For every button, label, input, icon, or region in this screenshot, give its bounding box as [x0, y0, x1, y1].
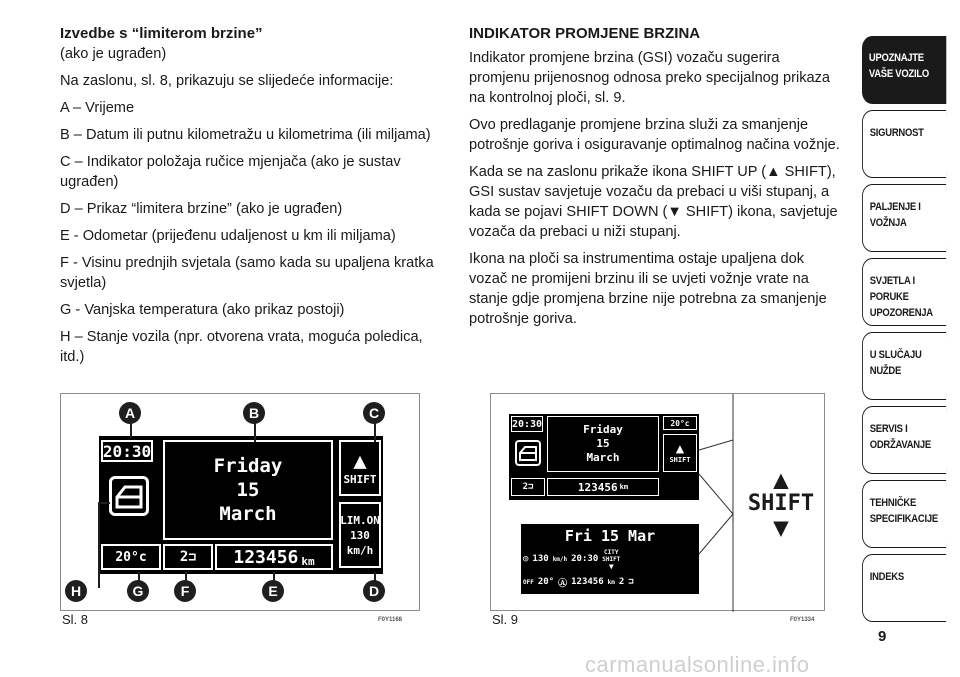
shift-label: SHIFT: [747, 491, 815, 516]
odometer-value: 123456: [577, 480, 618, 494]
paragraph: Indikator promjene brzina (GSI) vozaču sugerira promjenu prijenosnog odnosa preko specijalnog prikaza na kontrolnoj ploči, sl. 9.: [469, 50, 831, 106]
shift-indicator-zoom: [741, 464, 821, 544]
tab-label: INDEKS: [869, 571, 904, 583]
headlight-level-value: 2: [522, 482, 528, 492]
off-label: OFF: [523, 578, 534, 586]
odometer-unit: km: [301, 555, 315, 568]
gear-shift-indicator: [339, 440, 381, 496]
headlight-icon: ⊐: [628, 577, 634, 587]
paragraph: Ovo predlaganje promjene brzina služi za smanjenje potrošnje goriva i osiguravanje optimalnog načina vožnje.: [469, 117, 840, 153]
figure-9-gsi-diagram: [490, 393, 825, 611]
tab-sigurnost[interactable]: [862, 110, 946, 178]
section-heading-speed-limiter: Izvedbe s “limiterom brzine”: [60, 25, 263, 42]
tab-label: SIGURNOST: [869, 127, 924, 139]
date-number: 15: [236, 479, 260, 501]
odometer-value: 123456: [571, 577, 604, 587]
limiter-unit: km/h: [346, 543, 374, 557]
outside-temperature: 20°: [537, 577, 555, 587]
time-readout: 20:30: [511, 416, 543, 432]
chapter-sidebar: [862, 0, 960, 677]
list-item: H – Stanje vozila (npr. otvorena vrata, moguća poledica, itd.): [60, 329, 423, 365]
list-item: G - Vanjska temperatura (ako prikaz postoji): [60, 302, 345, 318]
list-item: E - Odometar (prijeđenu udaljenost u km ili miljama): [60, 228, 396, 244]
limiter-label: LIM.ON: [340, 513, 380, 527]
callout-h: H: [65, 580, 87, 602]
figure-8-code: F0Y1168: [378, 617, 403, 623]
shift-label: SHIFT: [602, 555, 621, 563]
paragraph: Ikona na ploči sa instrumentima ostaje upaljena dok vozač ne promijeni brzinu ili se uvjeti vožnje vrate na stanje gdje promjena brzine nije potrebna za smanjenje potrošnje goriva.: [469, 251, 827, 327]
tab-label: UPOZORENJA: [869, 307, 933, 319]
intro-paragraph: Na zaslonu, sl. 8, prikazuju se slijedeće informacije:: [60, 73, 394, 89]
list-item: F - Visinu prednjih svjetala (samo kada su upaljena kratka svjetla): [60, 255, 434, 291]
list-item: A – Vrijeme: [60, 100, 135, 116]
shift-up-icon: ▲: [773, 465, 789, 495]
right-column: [469, 24, 841, 336]
list-item: B – Datum ili putnu kilometražu u kilometrima (ili miljama): [60, 127, 431, 143]
tab-u-slucaju-nuzde[interactable]: [862, 332, 946, 400]
list-item: C – Indikator položaja ručice mjenjača (ako je sustav ugrađen): [60, 154, 401, 190]
date-line: Fri 15 Mar: [564, 527, 656, 545]
shift-up-icon: ▲: [353, 448, 367, 474]
tab-label: U SLUČAJU: [869, 349, 922, 361]
tab-label: NUŽDE: [869, 365, 902, 377]
tab-tehnicke-specifikacije[interactable]: [862, 480, 946, 548]
tab-label: UPOZNAJTE: [868, 52, 924, 64]
tab-label: PALJENJE I: [869, 201, 921, 213]
watermark: carmanualsonline.info: [585, 652, 810, 677]
odometer-value: 123456: [233, 546, 299, 568]
day-label: Friday: [583, 423, 623, 436]
headlight-level-value: 2: [618, 577, 625, 587]
callout-e: E: [262, 580, 284, 602]
tab-svjetla-i-poruke[interactable]: [862, 258, 946, 326]
warning-icon: Ⓐ: [558, 578, 568, 589]
speed-limiter-panel: [339, 502, 381, 568]
day-label: Friday: [213, 455, 283, 477]
headlight-level: [163, 544, 213, 570]
date-panel: [163, 440, 333, 540]
tab-label: SVJETLA I PORUKE: [869, 275, 915, 303]
shift-label: SHIFT: [343, 472, 377, 486]
time-readout: 20:30: [102, 441, 152, 461]
tab-servis-i-odrzavanje[interactable]: [862, 406, 946, 474]
city-label: CITY: [604, 548, 619, 556]
headlight-level-value: 2: [179, 549, 189, 565]
cruise-icon: ◎: [523, 554, 529, 564]
page-number: 9: [878, 628, 887, 645]
callout-c: C: [363, 402, 385, 424]
odometer-readout: [215, 544, 333, 570]
callout-d: D: [363, 580, 385, 602]
shift-down-icon: ▼: [773, 513, 789, 543]
time-readout: 20:30: [571, 554, 599, 564]
callout-g: G: [127, 580, 149, 602]
tab-label: VAŠE VOZILO: [868, 68, 929, 80]
tab-upoznajte-vase-vozilo[interactable]: [862, 36, 946, 104]
door-status-icon: [109, 476, 149, 516]
tab-label: ODRŽAVANJE: [869, 439, 931, 451]
shift-label: SHIFT: [669, 456, 691, 464]
figure-8-display-diagram: [60, 393, 420, 611]
list-item: D – Prikaz “limitera brzine” (ako je ugrađen): [60, 201, 343, 217]
speed-value: 130: [532, 554, 549, 564]
shift-down-icon: ▼: [608, 561, 614, 571]
left-column: [60, 24, 440, 374]
instrument-display: [99, 436, 383, 574]
date-number: 15: [596, 437, 610, 450]
month-label: March: [219, 503, 277, 525]
paragraph: Kada se na zaslonu prikaže ikona SHIFT UP (▲ SHIFT), GSI sustav savjetuje vozaču da prebaci u viši stupanj, a kada se pojavi SHIFT DOWN (▼ SHIFT) ikona, savjetuje vozača da prebaci u niži stupanj.: [469, 164, 838, 240]
odometer-unit: km: [607, 578, 615, 586]
figure-9-code: F0Y1334: [790, 617, 815, 623]
callout-f: F: [174, 580, 196, 602]
tab-paljenje-i-voznja[interactable]: [862, 184, 946, 252]
month-label: March: [586, 451, 620, 464]
limiter-value: 130: [350, 528, 370, 542]
callout-b: B: [243, 402, 265, 424]
odometer-unit: km: [619, 483, 629, 491]
outside-temperature: 20°c: [663, 416, 697, 430]
callout-a: A: [119, 402, 141, 424]
figure-8-caption: Sl. 8: [62, 612, 89, 627]
section-heading-gsi: INDIKATOR PROMJENE BRZINA: [469, 25, 701, 42]
tab-label: VOŽNJA: [869, 217, 907, 229]
section-heading-note: (ako je ugrađen): [60, 46, 167, 62]
outside-temperature: 20°c: [101, 544, 161, 570]
tab-label: TEHNIČKE: [869, 497, 917, 509]
shift-up-icon: ▲: [675, 441, 685, 457]
headlight-icon: ⊐: [528, 482, 534, 492]
tab-indeks[interactable]: [862, 554, 946, 622]
headlight-icon: ⊐: [188, 549, 197, 565]
tab-label: SPECIFIKACIJE: [869, 513, 938, 525]
tab-label: SERVIS I: [869, 423, 908, 435]
figure-9-caption: Sl. 9: [492, 612, 519, 627]
speed-unit: km/h: [552, 555, 568, 563]
